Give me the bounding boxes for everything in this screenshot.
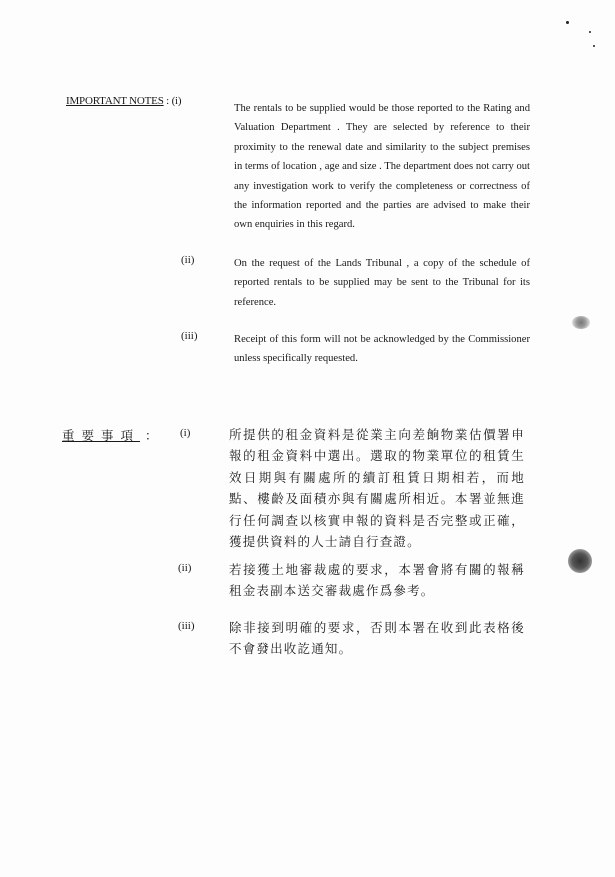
chinese-note-1-text: 所提供的租金資料是從業主向差餉物業估價署申報的租金資料中選出。選取的物業單位的租賃生效日期與有關處所的續訂租賃日期相若，而地點、樓齡及面積亦與有關處所相近。本署並無進行任何調查以核實申報的資料是否完整或正確，獲提供資料的人士請自行查證。 xyxy=(229,427,525,550)
punch-hole-smudge xyxy=(568,549,592,573)
chinese-notes-heading: 重要事項 xyxy=(62,428,141,443)
chinese-note-2-number: (ii) xyxy=(178,562,192,574)
chinese-note-3-number: (iii) xyxy=(178,620,195,632)
chinese-note-1-number: (i) xyxy=(180,427,191,439)
chinese-note-3-text: 除非接到明確的要求，否則本署在收到此表格後不會發出收訖通知。 xyxy=(229,620,525,657)
english-note-2-text: On the request of the Lands Tribunal , a copy of the schedule of reported rentals to be supplied may be sent to the Tribunal for its reference. xyxy=(234,258,530,308)
english-note-1-number: (i) xyxy=(171,95,182,107)
chinese-heading-separator: ： xyxy=(145,428,158,443)
scan-speck xyxy=(566,21,569,24)
english-notes-heading xyxy=(66,95,181,107)
english-note-3-text: Receipt of this form will not be acknowledged by the Commissioner unless specifically requested. xyxy=(234,334,530,365)
english-note-3-number: (iii) xyxy=(181,330,198,342)
scan-speck xyxy=(593,45,595,47)
punch-hole-smudge xyxy=(572,316,590,329)
english-note-2-number: (ii) xyxy=(181,254,195,266)
english-heading-text: IMPORTANT NOTES xyxy=(66,95,164,107)
english-heading-separator: : xyxy=(163,95,172,107)
chinese-note-2-text: 若接獲土地審裁處的要求，本署會將有關的報稱租金表副本送交審裁處作爲參考。 xyxy=(229,562,525,599)
scan-speck xyxy=(589,31,591,33)
english-note-1-text: The rentals to be supplied would be those reported to the Rating and Valuation Department . They are selected by reference to their proximity to the renewal date and similarity to the subject premises in terms of location , age and size . The department does not carry out any investigation work to verify the completeness or correctness of the information reported and the parties are advised to make their own enquiries in this regard. xyxy=(234,103,530,231)
